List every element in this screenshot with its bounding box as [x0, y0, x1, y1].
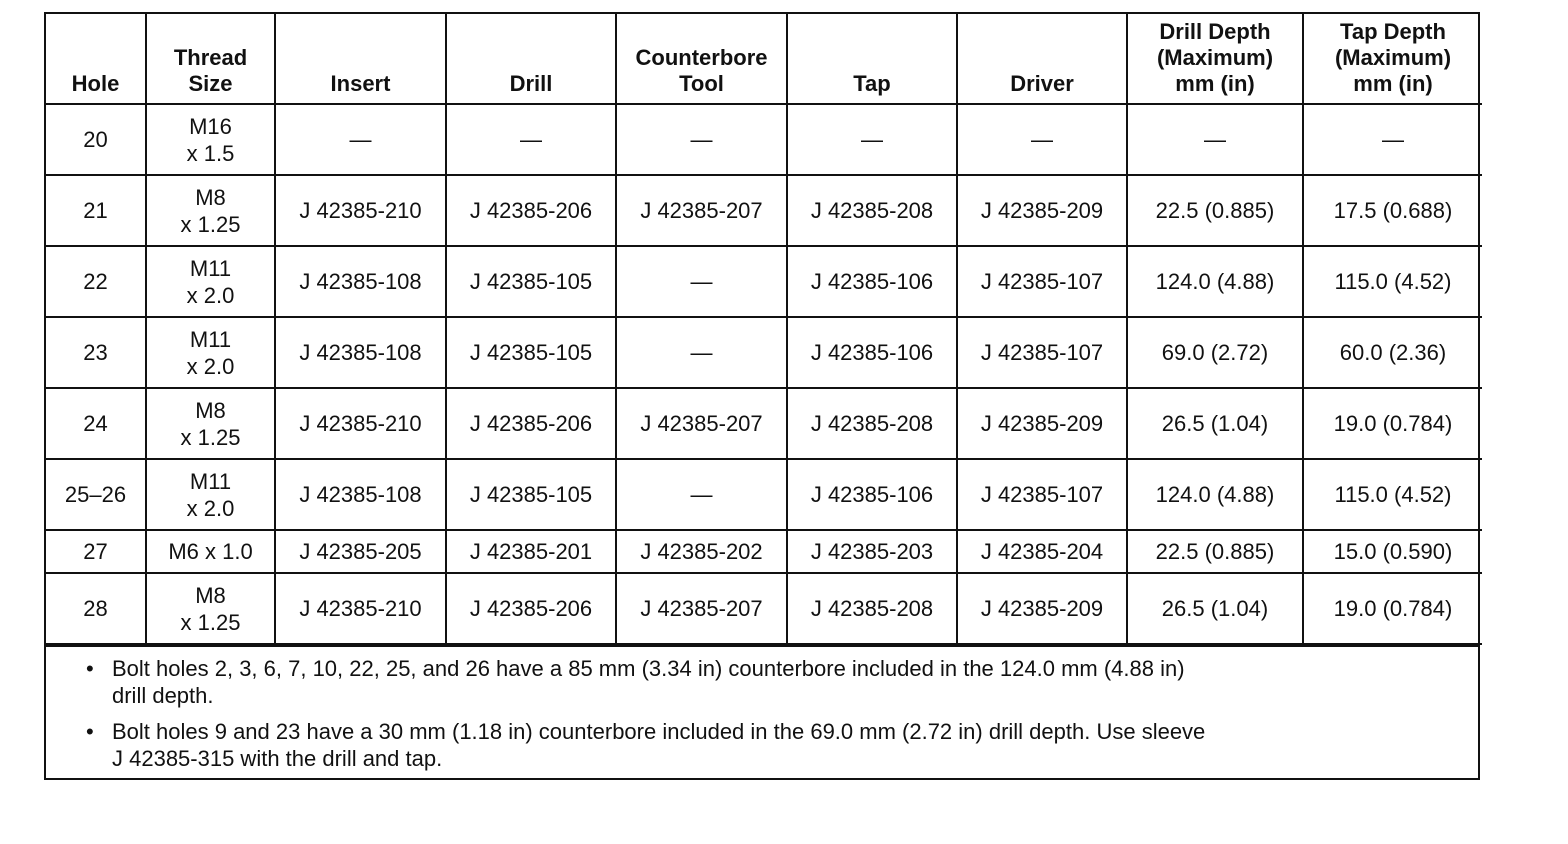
hole-cell: 20	[46, 104, 146, 175]
header-tap	[787, 14, 957, 104]
note-line: drill depth.	[112, 683, 214, 708]
thread-size-cell	[146, 459, 275, 530]
table-row	[46, 317, 1482, 388]
thread-size-text	[181, 397, 241, 451]
hole-cell: 24	[46, 388, 146, 459]
note-line: Bolt holes 2, 3, 6, 7, 10, 22, 25, and 26 have a 85 mm (3.34 in) counterbore included in the 124.0 mm (4.88 in)	[112, 656, 1185, 681]
bullet-icon: •	[86, 656, 94, 681]
note-item	[86, 718, 1458, 772]
tap-cell: J 42385-208	[787, 573, 957, 644]
hole-cell: 23	[46, 317, 146, 388]
thread-size-line: M16	[189, 113, 232, 139]
header-tap-depth-line: mm (in)	[1353, 71, 1433, 96]
insert-cell: J 42385-108	[275, 246, 446, 317]
table-header-row	[46, 14, 1482, 104]
thread-size-line: x 2.0	[186, 353, 235, 379]
thread-size-text	[187, 113, 235, 167]
tap-cell: J 42385-106	[787, 246, 957, 317]
header-tap-depth	[1303, 14, 1482, 104]
thread-size-cell	[146, 530, 275, 573]
header-hole	[46, 14, 146, 104]
driver-cell: J 42385-107	[957, 317, 1127, 388]
hole-cell: 22	[46, 246, 146, 317]
tap-depth-cell: 115.0 (4.52)	[1303, 246, 1482, 317]
header-drill-depth-line: (Maximum)	[1156, 45, 1274, 70]
drill-cell: J 42385-105	[446, 246, 616, 317]
counterbore-tool-cell: J 42385-207	[616, 573, 787, 644]
thread-size-cell	[146, 317, 275, 388]
thread-size-cell	[146, 388, 275, 459]
thread-size-text	[168, 538, 252, 565]
header-insert-line: Insert	[330, 71, 391, 96]
drill-depth-cell: —	[1127, 104, 1303, 175]
counterbore-tool-cell: —	[616, 459, 787, 530]
insert-cell: J 42385-108	[275, 459, 446, 530]
thread-size-line: x 2.0	[186, 282, 235, 308]
driver-cell: J 42385-107	[957, 246, 1127, 317]
hole-cell: 25–26	[46, 459, 146, 530]
insert-cell: —	[275, 104, 446, 175]
drill-cell: J 42385-105	[446, 459, 616, 530]
counterbore-tool-cell: —	[616, 246, 787, 317]
header-thread-size	[146, 14, 275, 104]
thread-size-line: M8	[195, 582, 226, 608]
tap-cell: J 42385-208	[787, 175, 957, 246]
driver-cell: J 42385-209	[957, 388, 1127, 459]
drill-depth-cell: 22.5 (0.885)	[1127, 530, 1303, 573]
tap-depth-cell: 17.5 (0.688)	[1303, 175, 1482, 246]
drill-depth-cell: 22.5 (0.885)	[1127, 175, 1303, 246]
header-tap-line: Tap	[853, 71, 891, 96]
drill-depth-cell: 124.0 (4.88)	[1127, 459, 1303, 530]
tap-cell: —	[787, 104, 957, 175]
table-notes	[46, 645, 1478, 778]
drill-depth-cell: 26.5 (1.04)	[1127, 573, 1303, 644]
insert-cell: J 42385-210	[275, 175, 446, 246]
tap-cell: J 42385-208	[787, 388, 957, 459]
thread-size-line: M8	[195, 184, 226, 210]
insert-cell: J 42385-108	[275, 317, 446, 388]
table-row	[46, 104, 1482, 175]
insert-cell: J 42385-210	[275, 388, 446, 459]
thread-size-cell	[146, 246, 275, 317]
driver-cell: J 42385-204	[957, 530, 1127, 573]
thread-size-text	[181, 184, 241, 238]
hole-cell: 28	[46, 573, 146, 644]
tap-depth-cell: 19.0 (0.784)	[1303, 573, 1482, 644]
drill-cell: J 42385-105	[446, 317, 616, 388]
tap-depth-cell: 15.0 (0.590)	[1303, 530, 1482, 573]
drill-cell: J 42385-206	[446, 573, 616, 644]
tap-cell: J 42385-203	[787, 530, 957, 573]
table-row	[46, 388, 1482, 459]
insert-cell: J 42385-210	[275, 573, 446, 644]
header-thread-size-line: Thread	[173, 45, 248, 70]
header-drill-depth	[1127, 14, 1303, 104]
header-insert	[275, 14, 446, 104]
drill-depth-cell: 124.0 (4.88)	[1127, 246, 1303, 317]
driver-cell: J 42385-209	[957, 175, 1127, 246]
thread-size-text	[187, 468, 235, 522]
thread-size-line: x 1.25	[180, 424, 241, 450]
header-driver-line: Driver	[1010, 71, 1074, 96]
header-counterbore-tool-line: Tool	[679, 71, 724, 96]
thread-size-text	[187, 326, 235, 380]
thread-size-cell	[146, 175, 275, 246]
tool-specification-table-sheet	[44, 12, 1480, 780]
hole-cell: 21	[46, 175, 146, 246]
counterbore-tool-cell: —	[616, 104, 787, 175]
note-line: J 42385-315 with the drill and tap.	[112, 746, 443, 771]
table-row	[46, 530, 1482, 573]
driver-cell: —	[957, 104, 1127, 175]
drill-cell: J 42385-206	[446, 388, 616, 459]
header-counterbore-tool-line: Counterbore	[635, 45, 768, 70]
table-row	[46, 573, 1482, 644]
drill-depth-cell: 26.5 (1.04)	[1127, 388, 1303, 459]
drill-cell: J 42385-206	[446, 175, 616, 246]
tap-depth-cell: —	[1303, 104, 1482, 175]
counterbore-tool-cell: J 42385-207	[616, 388, 787, 459]
counterbore-tool-cell: J 42385-207	[616, 175, 787, 246]
header-tap-depth-line: Tap Depth	[1340, 19, 1446, 44]
header-drill	[446, 14, 616, 104]
thread-size-cell	[146, 104, 275, 175]
drill-cell: —	[446, 104, 616, 175]
insert-cell: J 42385-205	[275, 530, 446, 573]
header-drill-depth-line: mm (in)	[1175, 71, 1255, 96]
table-row	[46, 246, 1482, 317]
thread-size-text	[187, 255, 235, 309]
table-row	[46, 175, 1482, 246]
hole-cell: 27	[46, 530, 146, 573]
drill-cell: J 42385-201	[446, 530, 616, 573]
thread-size-line: M11	[189, 326, 232, 352]
table-body	[46, 104, 1482, 644]
thread-size-text	[181, 582, 241, 636]
thread-size-line: M8	[195, 397, 226, 423]
tap-cell: J 42385-106	[787, 317, 957, 388]
tap-cell: J 42385-106	[787, 459, 957, 530]
thread-size-line: M6 x 1.0	[168, 539, 253, 564]
tap-depth-cell: 115.0 (4.52)	[1303, 459, 1482, 530]
thread-size-line: x 2.0	[186, 495, 235, 521]
thread-size-line: M11	[189, 468, 232, 494]
header-thread-size-line: Size	[188, 71, 233, 96]
driver-cell: J 42385-107	[957, 459, 1127, 530]
header-drill-depth-line: Drill Depth	[1159, 19, 1271, 44]
note-line: Bolt holes 9 and 23 have a 30 mm (1.18 in) counterbore included in the 69.0 mm (2.72 in) drill depth. Use sleeve	[112, 719, 1206, 744]
counterbore-tool-cell: —	[616, 317, 787, 388]
counterbore-tool-cell: J 42385-202	[616, 530, 787, 573]
note-item	[86, 655, 1458, 709]
thread-size-line: x 1.25	[180, 609, 241, 635]
header-driver	[957, 14, 1127, 104]
tap-depth-cell: 19.0 (0.784)	[1303, 388, 1482, 459]
tap-depth-cell: 60.0 (2.36)	[1303, 317, 1482, 388]
header-counterbore-tool	[616, 14, 787, 104]
bullet-icon: •	[86, 719, 94, 744]
table-row	[46, 459, 1482, 530]
thread-size-line: M11	[189, 255, 232, 281]
thread-size-line: x 1.5	[186, 140, 235, 166]
drill-depth-cell: 69.0 (2.72)	[1127, 317, 1303, 388]
header-tap-depth-line: (Maximum)	[1334, 45, 1452, 70]
thread-size-line: x 1.25	[180, 211, 241, 237]
driver-cell: J 42385-209	[957, 573, 1127, 644]
tool-specification-table	[46, 14, 1482, 645]
header-drill-line: Drill	[509, 71, 553, 96]
header-hole-line: Hole	[71, 71, 120, 96]
thread-size-cell	[146, 573, 275, 644]
